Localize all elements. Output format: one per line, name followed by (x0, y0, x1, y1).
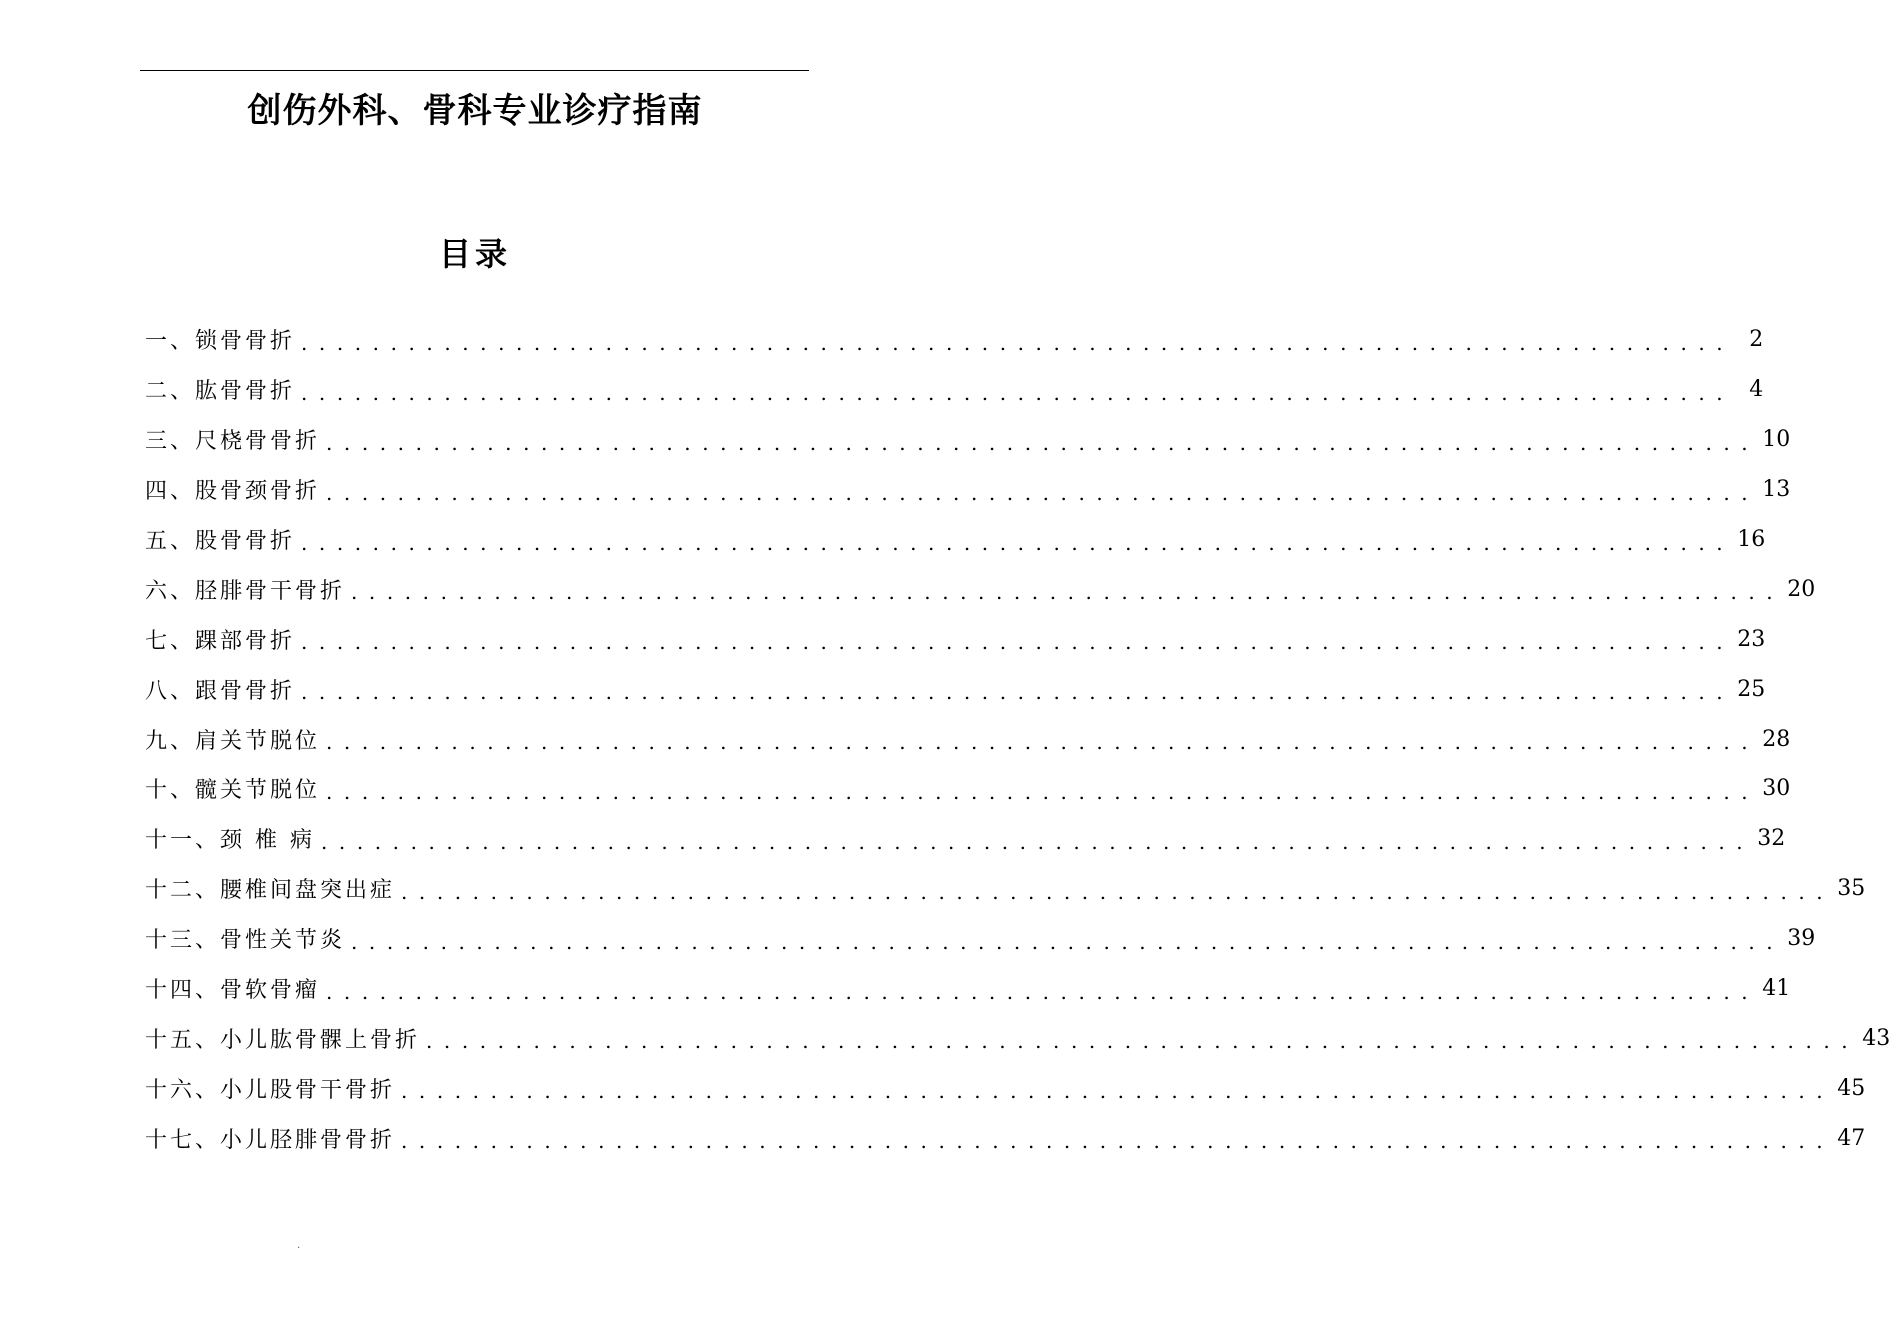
toc-entry[interactable] (145, 664, 1766, 714)
toc-entry[interactable] (145, 914, 1816, 964)
toc-entry-label: 十七、小儿胫腓骨骨折 (145, 1127, 396, 1153)
toc-entry-page-number: 2 (1749, 327, 1764, 353)
toc-dot-leader: . . . . . . . . . . . . . . . . . . . . . . . . . . . . . . . . . . . . . . . . . . . . . . . . . . . . . . . . . . . . . . . . . . . . . . . . . . . . . . . . (401, 1079, 1826, 1104)
toc-entry-page-number: 20 (1787, 576, 1816, 602)
toc-dot-leader: . . . . . . . . . . . . . . . . . . . . . . . . . . . . . . . . . . . . . . . . . . . . . . . . . . . . . . . . . . . . . . . . . . . . . . . . . . . . . . . . (426, 1029, 1851, 1054)
toc-dot-leader: . . . . . . . . . . . . . . . . . . . . . . . . . . . . . . . . . . . . . . . . . . . . . . . . . . . . . . . . . . . . . . . . . . . . . . . . . . . . . . . . (301, 380, 1726, 405)
toc-entry-label: 十、髋关节脱位 (145, 778, 321, 804)
toc-entry-page-number: 41 (1762, 976, 1791, 1002)
toc-entry-label: 八、跟骨骨折 (145, 678, 296, 704)
toc-entry[interactable] (145, 1063, 1866, 1113)
toc-entry-page-number: 23 (1737, 626, 1766, 652)
toc-entry-page-number: 45 (1837, 1075, 1866, 1101)
table-of-contents (145, 315, 1890, 1163)
toc-entry-page-number: 25 (1737, 676, 1766, 702)
toc-entry-page-number: 35 (1837, 876, 1866, 902)
toc-entry[interactable] (145, 1113, 1866, 1163)
toc-entry[interactable] (145, 415, 1791, 465)
toc-dot-leader: . . . . . . . . . . . . . . . . . . . . . . . . . . . . . . . . . . . . . . . . . . . . . . . . . . . . . . . . . . . . . . . . . . . . . . . . . . . . . . . . (301, 630, 1726, 655)
toc-entry-label: 二、肱骨骨折 (145, 379, 296, 405)
toc-entry[interactable] (145, 614, 1766, 664)
header-rule (140, 70, 809, 71)
toc-entry-label: 十三、骨性关节炎 (145, 928, 346, 954)
toc-entry-label: 一、锁骨骨折 (145, 329, 296, 355)
toc-entry[interactable] (145, 964, 1791, 1014)
toc-dot-leader: . . . . . . . . . . . . . . . . . . . . . . . . . . . . . . . . . . . . . . . . . . . . . . . . . . . . . . . . . . . . . . . . . . . . . . . . . . . . . . . . (301, 530, 1726, 555)
toc-entry-page-number: 43 (1862, 1025, 1890, 1051)
toc-dot-leader: . . . . . . . . . . . . . . . . . . . . . . . . . . . . . . . . . . . . . . . . . . . . . . . . . . . . . . . . . . . . . . . . . . . . . . . . . . . . . . . . (326, 779, 1751, 804)
toc-dot-leader: . . . . . . . . . . . . . . . . . . . . . . . . . . . . . . . . . . . . . . . . . . . . . . . . . . . . . . . . . . . . . . . . . . . . . . . . . . . . . . . . (301, 680, 1726, 705)
toc-entry[interactable] (145, 764, 1791, 814)
toc-entry-label: 十二、腰椎间盘突出症 (145, 878, 396, 904)
toc-entry-label: 十四、骨软骨瘤 (145, 978, 321, 1004)
document-title: 创伤外科、骨科专业诊疗指南 (247, 91, 703, 131)
toc-dot-leader: . . . . . . . . . . . . . . . . . . . . . . . . . . . . . . . . . . . . . . . . . . . . . . . . . . . . . . . . . . . . . . . . . . . . . . . . . . . . . . . . (351, 929, 1776, 954)
toc-entry[interactable] (145, 315, 1764, 365)
toc-entry-label: 六、胫腓骨干骨折 (145, 578, 346, 604)
toc-entry-page-number: 39 (1787, 926, 1816, 952)
footer-mark: . (297, 1240, 301, 1251)
toc-dot-leader: . . . . . . . . . . . . . . . . . . . . . . . . . . . . . . . . . . . . . . . . . . . . . . . . . . . . . . . . . . . . . . . . . . . . . . . . . . . . . . . . (326, 430, 1751, 455)
toc-entry-page-number: 13 (1762, 477, 1791, 503)
toc-entry-label: 三、尺桡骨骨折 (145, 429, 321, 455)
toc-entry-page-number: 16 (1737, 527, 1766, 552)
toc-dot-leader: . . . . . . . . . . . . . . . . . . . . . . . . . . . . . . . . . . . . . . . . . . . . . . . . . . . . . . . . . . . . . . . . . . . . . . . . . . . . . . . . (351, 580, 1776, 605)
toc-dot-leader: . . . . . . . . . . . . . . . . . . . . . . . . . . . . . . . . . . . . . . . . . . . . . . . . . . . . . . . . . . . . . . . . . . . . . . . . . . . . . . . . (326, 730, 1751, 755)
toc-entry-page-number: 28 (1762, 726, 1791, 752)
toc-dot-leader: . . . . . . . . . . . . . . . . . . . . . . . . . . . . . . . . . . . . . . . . . . . . . . . . . . . . . . . . . . . . . . . . . . . . . . . . . . . . . . . . (401, 1129, 1826, 1154)
toc-entry[interactable] (145, 1013, 1890, 1063)
toc-entry[interactable] (145, 365, 1764, 415)
toc-entry[interactable] (145, 864, 1866, 914)
toc-entry[interactable] (145, 515, 1766, 565)
toc-entry[interactable] (145, 814, 1786, 864)
toc-entry-label: 十六、小儿股骨干骨折 (145, 1077, 396, 1103)
toc-dot-leader: . . . . . . . . . . . . . . . . . . . . . . . . . . . . . . . . . . . . . . . . . . . . . . . . . . . . . . . . . . . . . . . . . . . . . . . . . . . . . . . . (401, 879, 1826, 904)
toc-heading: 目录 (438, 235, 511, 273)
toc-entry-label: 九、肩关节脱位 (145, 728, 321, 754)
toc-entry-page-number: 30 (1762, 776, 1791, 802)
toc-dot-leader: . . . . . . . . . . . . . . . . . . . . . . . . . . . . . . . . . . . . . . . . . . . . . . . . . . . . . . . . . . . . . . . . . . . . . . . . . . . . . . . . (326, 979, 1751, 1004)
toc-dot-leader: . . . . . . . . . . . . . . . . . . . . . . . . . . . . . . . . . . . . . . . . . . . . . . . . . . . . . . . . . . . . . . . . . . . . . . . . . . . . . . . . (301, 330, 1726, 355)
toc-dot-leader: . . . . . . . . . . . . . . . . . . . . . . . . . . . . . . . . . . . . . . . . . . . . . . . . . . . . . . . . . . . . . . . . . . . . . . . . . . . . . . . . (321, 829, 1746, 854)
toc-entry-label: 十五、小儿肱骨髁上骨折 (145, 1027, 421, 1053)
toc-entry-page-number: 32 (1757, 826, 1786, 852)
toc-dot-leader: . . . . . . . . . . . . . . . . . . . . . . . . . . . . . . . . . . . . . . . . . . . . . . . . . . . . . . . . . . . . . . . . . . . . . . . . . . . . . . . . (326, 480, 1751, 505)
toc-entry[interactable] (145, 564, 1816, 614)
toc-entry-page-number: 47 (1837, 1125, 1866, 1151)
toc-entry-page-number: 4 (1749, 377, 1764, 403)
toc-entry-page-number: 10 (1762, 427, 1791, 453)
toc-entry-label: 十一、颈 椎 病 (145, 828, 315, 854)
toc-entry-label: 七、踝部骨折 (145, 628, 296, 654)
toc-entry-label: 五、股骨骨折 (145, 529, 296, 554)
toc-entry-label: 四、股骨颈骨折 (145, 479, 321, 505)
toc-entry[interactable] (145, 465, 1791, 515)
toc-entry[interactable] (145, 714, 1791, 764)
